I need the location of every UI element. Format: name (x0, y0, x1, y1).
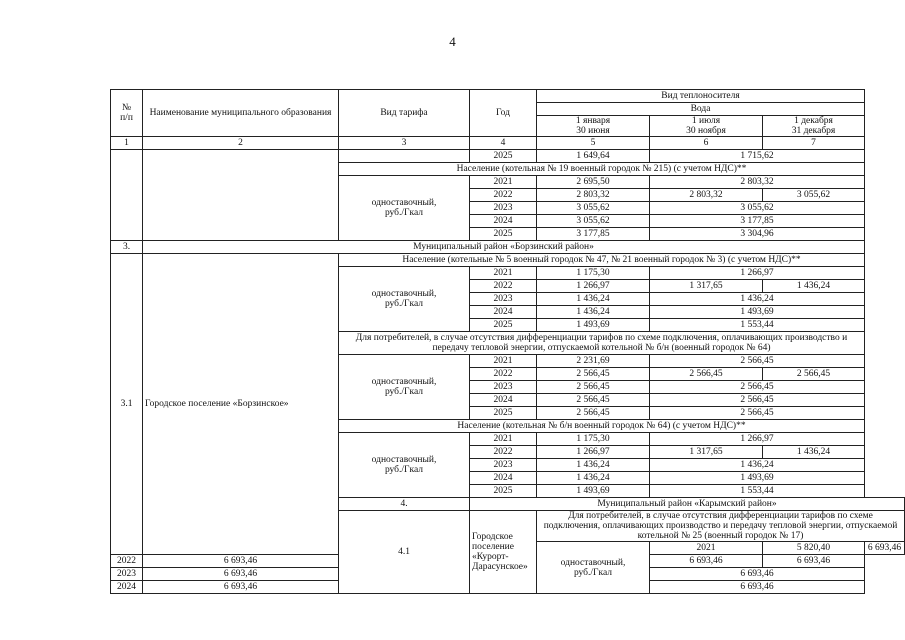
value-cell: 3 177,85 (537, 228, 650, 241)
value-cell: 1 493,69 (537, 319, 650, 332)
col-year-header: Год (470, 90, 537, 137)
value-cell: 2 566,45 (650, 368, 763, 381)
value-cell: 1 436,24 (537, 459, 650, 472)
value-cell: 6 693,46 (650, 555, 763, 568)
year-cell: 2024 (470, 394, 537, 407)
value-cell: 1 436,24 (537, 306, 650, 319)
col-tariff-header: Вид тарифа (339, 90, 470, 137)
year-cell: 2025 (470, 150, 537, 163)
value-cell: 6 693,46 (143, 555, 339, 568)
value-cell: 1 493,69 (650, 306, 865, 319)
value-cell: 2 803,32 (537, 189, 650, 202)
year-cell: 2021 (470, 433, 537, 446)
value-cell: 2 566,45 (763, 368, 865, 381)
year-cell: 2022 (470, 446, 537, 459)
value-cell: 2 566,45 (650, 394, 865, 407)
value-cell: 1 493,69 (650, 472, 865, 485)
col-num: 1 (111, 137, 143, 150)
value-cell: 1 317,65 (650, 280, 763, 293)
value-cell: 1 436,24 (537, 472, 650, 485)
region-title: Муниципальный район «Борзинский район» (143, 241, 865, 254)
tariff-table (110, 89, 905, 594)
col-num: 4 (470, 137, 537, 150)
year-cell: 2024 (470, 215, 537, 228)
period-1-header: 1 января 30 июня (537, 116, 650, 137)
value-cell: 6 693,46 (763, 555, 865, 568)
year-cell: 2024 (470, 472, 537, 485)
region-row (111, 241, 905, 254)
col-num: 6 (650, 137, 763, 150)
year-cell: 2025 (470, 319, 537, 332)
col-num: 7 (763, 137, 865, 150)
value-cell: 1 175,30 (537, 267, 650, 280)
value-cell: 3 177,85 (650, 215, 865, 228)
value-cell: 1 436,24 (537, 293, 650, 306)
row-number: 4.1 (339, 511, 470, 594)
water-header: Вода (537, 103, 865, 116)
section-title: Для потребителей, в случае отсутствия дифференциации тарифов по схеме подключения, оплачивающих производство и передачу тепловой энергии, отпускаемой котельной № б/н (военный городок № 64) (339, 332, 865, 355)
year-cell: 2022 (470, 189, 537, 202)
value-cell: 5 820,40 (763, 542, 865, 555)
value-cell: 1 317,65 (650, 446, 763, 459)
period-3-header: 1 декабря 31 декабря (763, 116, 865, 137)
year-cell: 2023 (470, 459, 537, 472)
year-cell: 2024 (111, 581, 143, 594)
tariff-type: одноставочный, руб./Гкал (339, 433, 470, 498)
year-cell: 2021 (650, 542, 763, 555)
year-cell: 2023 (470, 202, 537, 215)
value-cell: 2 803,32 (650, 176, 865, 189)
row-number: 4. (339, 498, 470, 511)
section-title: Для потребителей, в случае отсутствия дифференциации тарифов по схеме подключения, оплачивающих производство и передачу тепловой энергии, отпускаемой котельной № 25 (военный городок № 17) (537, 511, 905, 542)
value-cell: 1 266,97 (537, 446, 650, 459)
value-cell: 6 693,46 (143, 568, 339, 581)
municipality-name: Городское поселение «Борзинское» (143, 254, 339, 555)
col-number-header: № п/п (111, 90, 143, 137)
value-cell: 2 566,45 (537, 394, 650, 407)
tariff-type: одноставочный, руб./Гкал (537, 542, 650, 594)
section-title: Население (котельные № 5 военный городок № 47, № 21 военный городок № 3) (с учетом НДС)** (339, 254, 865, 267)
value-cell: 6 693,46 (143, 581, 339, 594)
tariff-type: одноставочный, руб./Гкал (339, 355, 470, 420)
value-cell: 1 553,44 (650, 319, 865, 332)
value-cell: 2 566,45 (537, 407, 650, 420)
year-cell: 2023 (470, 381, 537, 394)
value-cell: 2 695,50 (537, 176, 650, 189)
value-cell: 2 566,45 (650, 355, 865, 368)
value-cell: 2 566,45 (537, 368, 650, 381)
empty-cell (339, 150, 470, 163)
section-title: Население (котельная № б/н военный городок № 64) (с учетом НДС)** (339, 420, 865, 433)
col-num: 5 (537, 137, 650, 150)
value-cell: 1 436,24 (763, 280, 865, 293)
tariff-type: одноставочный, руб./Гкал (339, 267, 470, 332)
column-numbers-row (111, 137, 905, 150)
value-cell: 1 266,97 (537, 280, 650, 293)
value-cell: 1 436,24 (650, 459, 865, 472)
value-cell: 2 803,32 (650, 189, 763, 202)
value-cell: 3 055,62 (763, 189, 865, 202)
row-number: 3. (111, 241, 143, 254)
value-cell: 1 175,30 (537, 433, 650, 446)
value-cell: 1 436,24 (763, 446, 865, 459)
table-row (111, 150, 905, 163)
year-cell: 2021 (470, 267, 537, 280)
value-cell: 1 266,97 (650, 433, 865, 446)
year-cell: 2021 (470, 355, 537, 368)
value-cell: 1 553,44 (650, 485, 865, 498)
year-cell: 2025 (470, 407, 537, 420)
region-title: Муниципальный район «Карымский район» (470, 498, 905, 511)
col-num: 2 (143, 137, 339, 150)
value-cell: 1 493,69 (537, 485, 650, 498)
value-cell: 1 436,24 (650, 293, 865, 306)
value-cell: 3 055,62 (650, 202, 865, 215)
period-2-header: 1 июля 30 ноября (650, 116, 763, 137)
value-cell: 3 055,62 (537, 202, 650, 215)
value-cell: 2 566,45 (537, 381, 650, 394)
page-number: 4 (449, 34, 456, 49)
empty-cell (143, 150, 339, 241)
year-cell: 2022 (470, 368, 537, 381)
municipality-name: Городское поселение «Курорт-Дарасунское» (470, 511, 537, 594)
value-cell: 2 566,45 (650, 407, 865, 420)
heat-carrier-header: Вид теплоносителя (537, 90, 865, 103)
tariff-type: одноставочный, руб./Гкал (339, 176, 470, 241)
empty-cell (111, 150, 143, 241)
header-row (111, 90, 905, 103)
value-cell: 3 055,62 (537, 215, 650, 228)
value-cell: 6 693,46 (650, 568, 865, 581)
col-num: 3 (339, 137, 470, 150)
value-cell: 1 266,97 (650, 267, 865, 280)
year-cell: 2023 (470, 293, 537, 306)
year-cell: 2025 (470, 228, 537, 241)
value-cell: 2 566,45 (650, 381, 865, 394)
year-cell: 2022 (470, 280, 537, 293)
value-cell: 6 693,46 (650, 581, 865, 594)
value-cell: 2 231,69 (537, 355, 650, 368)
value-cell: 6 693,46 (865, 542, 905, 555)
col-municipality-header: Наименование муниципального образования (143, 90, 339, 137)
section-title: Население (котельная № 19 военный городок № 215) (с учетом НДС)** (339, 163, 865, 176)
year-cell: 2023 (111, 568, 143, 581)
row-number: 3.1 (111, 254, 143, 555)
year-cell: 2022 (111, 555, 143, 568)
section-title-row (111, 254, 905, 267)
year-cell: 2025 (470, 485, 537, 498)
year-cell: 2021 (470, 176, 537, 189)
value-cell: 1 649,64 (537, 150, 650, 163)
year-cell: 2024 (470, 306, 537, 319)
value-cell: 3 304,96 (650, 228, 865, 241)
value-cell: 1 715,62 (650, 150, 865, 163)
